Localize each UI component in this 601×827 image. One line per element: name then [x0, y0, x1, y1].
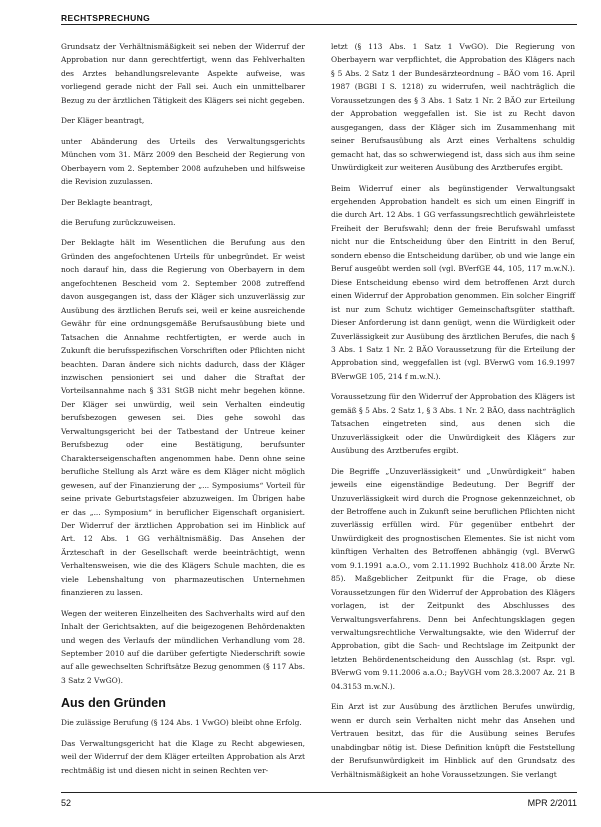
paragraph: Beim Widerruf einer als begünstigender Verwaltungsakt ergehenden Approbation handelt es sich um einen Eingriff in die durch Art. 12 Abs. 1 GG verfassungsrechtlich gewährleistete Freiheit der Berufswahl; denn der freie Berufswahl umfasst nicht nur die Entscheidung über den Eintritt in den Beruf, sondern ebenso die Entscheidung darüber, ob und wie lange ein Beruf ausgeübt werden soll (vgl. BVerfGE 44, 105, 117 m.w.N.). Diese Entscheidung ebenso wird dem betroffenen Arzt durch einen Widerruf der Approbation genommen. Ein solcher Eingriff ist nur zum Schutz wichtiger Gemeinschaftsgüter statthaft. Dieser Anforderung ist dann genügt, wenn die Würdigkeit oder Zuverlässigkeit zur Ausübung des ärztlichen Berufes, die nach § 3 Abs. 1 Satz 1 Nr. 2 BÄO Voraussetzung für die Erteilung der Approbation sind, weggefallen ist (vgl. BVerwG vom 16.9.1997 BVerwGE 105, 214 f m.w.N.).: [331, 183, 576, 381]
paragraph: Der Beklagte hält im Wesentlichen die Berufung aus den Gründen des angefochtenen Urteils für unbegründet. Er weist noch darauf hin, dass die Regierung von Oberbayern in dem angefochtenen Bescheid vom 2. September 2008 zutreffend davon ausgegangen ist, dass der Kläger sich unzuverlässig zur Ausübung des ärztlichen Berufs sei, weil er keine ausreichende Gewähr für eine ordnungsgemäße Berufsausübung biete und Tatsachen die Annahme rechtfertigten, er werde auch in Zukunft die berufsspezifischen Vorschriften oder Pflichten nicht beachten. Daran ändere sich nichts dadurch, dass der Kläger inzwischen pensioniert sei und daher die Straftat der Vorteilsannahme nach § 331 StGB nicht mehr begehen könne. Der Kläger sei unwürdig, weil sein Verhalten eindeutig berufsbezogen gewesen sei. Dies gehe sowohl das Verwaltungsgericht bei der Tatbestand der Untreue keiner Berufsbezug oder eine Bestätigung, berufsunter Charakterseigenschaften angenommen habe. Denn ohne seine berufliche Stellung als Arzt wäre es dem Kläger nicht möglich gewesen, auf der Finanzierung der „... Symposiums“ Vorteil für seine private Geburtstagsfeier abzuzweigen. Im Übrigen habe er das „... Symposium“ in beruflicher Eigenschaft organisiert. Der Widerruf der ärztlichen Approbation sei im Hinblick auf Art. 12 Abs. 1 GG verhältnismäßig. Das Ansehen der Ärzteschaft in der Gesellschaft werde beeinträchtigt, wenn Verhaltensweisen, wie die des Klägers Schule machten, die es viele Lebenshaltung von pharmazeutischen Unternehmen finanzieren zu lassen.: [61, 238, 305, 598]
page-header: [0, 0, 601, 40]
left-column: [61, 40, 305, 784]
paragraph: Voraussetzung für den Widerruf der Approbation des Klägers ist gemäß § 5 Abs. 2 Satz 1, § 3 Abs. 1 Nr. 2 BÄO, dass nachträglich Tatsachen eingetreten sind, aus denen sich die Unzuverlässigkeit oder die Unwürdigkeit des Klägers zur Ausübung des Arztberufes ergibt.: [331, 392, 575, 456]
paragraph: Der Beklagte beantragt,: [61, 197, 153, 207]
section-heading: Aus den Gründen: [61, 696, 166, 711]
section-label: RECHTSPRECHUNG: [61, 13, 151, 23]
paragraph: Das Verwaltungsgericht hat die Klage zu Recht abgewiesen, weil der Widerruf der dem Kläger erteilten Approbation als Arzt rechtmäßig ist und diesen nicht in seinen Rechten ver-: [61, 738, 305, 775]
paragraph: unter Abänderung des Urteils des Verwaltungsgerichts München vom 31. März 2009 den Bescheid der Regierung von Oberbayern vom 2. September 2008 aufzuheben und hilfsweise die Revision zuzulassen.: [61, 136, 305, 187]
page-number: 52: [61, 798, 72, 808]
paragraph: Die Begriffe „Unzuverlässigkeit“ und „Unwürdigkeit“ haben jeweils eine eigenständige Bedeutung. Der Begriff der Unzuverlässigkeit wird durch die Prognose gekennzeichnet, ob der Betroffene auch in Zukunft seine beruflichen Pflichten nicht zuverlässig erfüllen wird. Für gegenüber entbehrt der Unwürdigkeit des prognostischen Elementes. Sie ist nicht vom künftigen Verhalten des Betroffenen abhängig (vgl. BVerwG vom 9.1.1991 a.a.O., vom 2.11.1992 Buchholz 418.00 Ärzte Nr. 85). Maßgeblicher Zeitpunkt für die Frage, ob diese Voraussetzungen für den Widerruf der Approbation des Klägers vorlagen, ist der Zeitpunkt des Abschlusses des Verwaltungsverfahrens. Denn bei Anfechtungsklagen gegen verwaltungsrechtliche Verwaltungsakte, wie den Widerruf der Approbation, gibt die Sach- und Rechtslage im Zeitpunkt der letzten Behördenentscheidung den Ausschlag (st. Rspr. vgl. BVerwG vom 9.11.2006 a.a.O.; BayVGH vom 28.3.2007 Az. 21 B 04.3153 m.w.N.).: [331, 466, 575, 691]
paragraph: Wegen der weiteren Einzelheiten des Sachverhalts wird auf den Inhalt der Gerichtsakten, auf die beigezogenen Behördenakten und wegen des Verlaufs der mündlichen Verhandlung vom 28. September 2010 auf die darüber gefertigte Niederschrift sowie auf alle gewechselten Schriftsätze Bezug genommen (§ 117 Abs. 3 Satz 2 VwGO).: [61, 608, 305, 685]
header-rule: [61, 24, 577, 25]
page-footer: [0, 790, 601, 827]
paragraph: Ein Arzt ist zur Ausübung des ärztlichen Berufes unwürdig, wenn er durch sein Verhalten nicht mehr das Ansehen und Vertrauen besitzt, das für die Ausübung seines Berufes unabdingbar nötig ist. Diese Definition knüpft die Feststellung der Berufsunwürdigkeit im Hinblick auf den Grundsatz des Verhältnismäßigkeit an hohe Voraussetzungen. Sie verlangt: [331, 702, 575, 779]
paragraph: die Berufung zurückzuweisen.: [61, 217, 176, 227]
journal-reference: MPR 2/2011: [527, 798, 577, 808]
paragraph: Der Kläger beantragt,: [61, 116, 145, 126]
paragraph: Die zulässige Berufung (§ 124 Abs. 1 VwGO) bleibt ohne Erfolg.: [61, 718, 302, 728]
paragraph: letzt (§ 113 Abs. 1 Satz 1 VwGO). Die Regierung von Oberbayern war verpflichtet, die Approbation des Klägers nach § 5 Abs. 2 Satz 1 der Bundesärzteordnung – BÄO vom 16. April 1987 (BGBl I S. 1218) zu widerrufen, weil nachträglich die Voraussetzungen des § 3 Abs. 1 Satz 1 Nr. 2 BÄO zur Erteilung der Approbation weggefallen ist. Sie ist zu Recht davon ausgegangen, dass der Kläger sich im Zusammenhang mit seiner Berufsausübung als Arzt eines Verhaltens schuldig gemacht hat, das so schwerwiegend ist, dass sich aus ihm seine Unwürdigkeit zur weiteren Ausübung des Arztberufes ergibt.: [331, 42, 575, 173]
paragraph: Grundsatz der Verhältnismäßigkeit sei neben der Widerruf der Approbation nur dann gerechtfertigt, wenn das Fehlverhalten des Arztes behandlungsrelevante Aspekte aufweise, was vorliegend gerade nicht der Fall sei. Auch ein unmittelbarer Bezug zu der ärztlichen Tätigkeit des Klägers sei nicht gegeben.: [61, 42, 305, 105]
footer-rule: [61, 792, 577, 793]
right-column: [331, 40, 575, 788]
